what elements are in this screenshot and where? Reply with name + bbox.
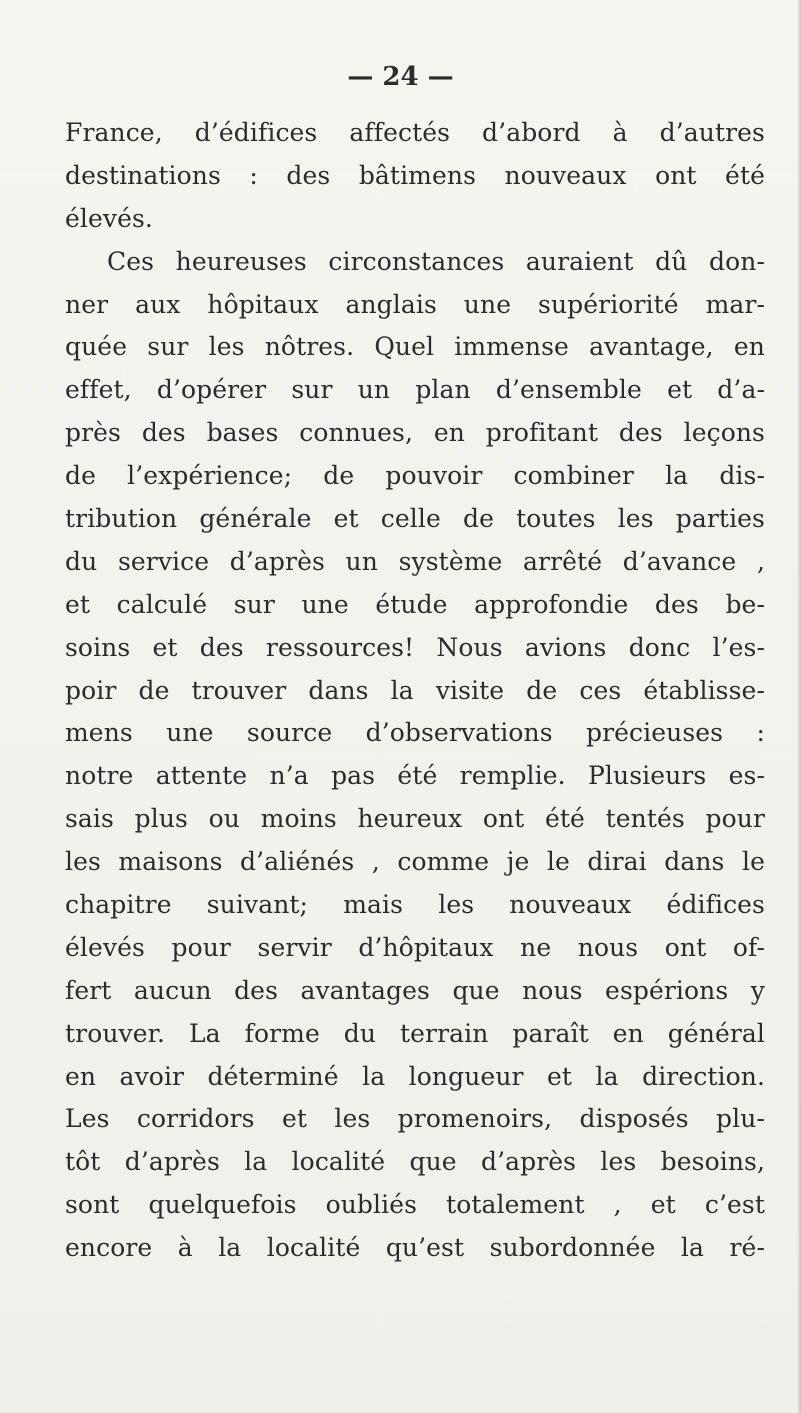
text-line: les maisons d’aliénés , comme je le dirai dans le <box>65 847 765 877</box>
text-line: mens une source d’observations précieuses : <box>65 718 765 748</box>
text-line: sont quelquefois oubliés totalement , et c’est <box>65 1190 765 1220</box>
text-line: chapitre suivant; mais les nouveaux édifices <box>65 890 765 920</box>
text-line: poir de trouver dans la visite de ces établisse- <box>65 675 765 705</box>
text-line: France, d’édifices affectés d’abord à d’autres <box>65 118 765 147</box>
text-line: de l’expérience; de pouvoir combiner la dis- <box>65 461 765 491</box>
text-line: destinations : des bâtimens nouveaux ont été <box>65 160 765 190</box>
text-line: Ces heureuses circonstances auraient dû don- <box>107 246 765 276</box>
text-line: fert aucun des avantages que nous espérions y <box>65 975 765 1005</box>
text-line: élevés pour servir d’hôpitaux ne nous ont of- <box>65 932 765 962</box>
text-line: effet, d’opérer sur un plan d’ensemble et d’a- <box>65 375 765 405</box>
text-line: notre attente n’a pas été remplie. Plusieurs es- <box>65 761 765 791</box>
text-line: du service d’après un système arrêté d’avance , <box>65 546 765 576</box>
text-line: en avoir déterminé la longueur et la direction. <box>65 1061 765 1091</box>
text-line: sais plus ou moins heureux ont été tentés pour <box>65 804 765 834</box>
text-line: et calculé sur une étude approfondie des be- <box>65 589 765 619</box>
text-line: encore à la localité qu’est subordonnée la ré- <box>65 1233 765 1263</box>
text-line: tôt d’après la localité que d’après les besoins, <box>65 1147 765 1177</box>
text-line: tribution générale et celle de toutes les parties <box>65 504 765 534</box>
text-line: soins et des ressources! Nous avions donc l’es- <box>65 632 765 662</box>
text-line: ner aux hôpitaux anglais une supériorité mar- <box>65 289 765 319</box>
text-line: Les corridors et les promenoirs, disposés plu- <box>65 1104 765 1134</box>
text-line: élevés. <box>65 203 153 233</box>
page-edge-shadow <box>797 0 801 1413</box>
text-line: près des bases connues, en profitant des leçons <box>65 418 765 448</box>
text-line: quée sur les nôtres. Quel immense avantage, en <box>65 332 765 362</box>
body-text <box>65 112 765 1270</box>
text-line: trouver. La forme du terrain paraît en général <box>65 1018 765 1048</box>
page-number: — 24 — <box>347 62 454 92</box>
